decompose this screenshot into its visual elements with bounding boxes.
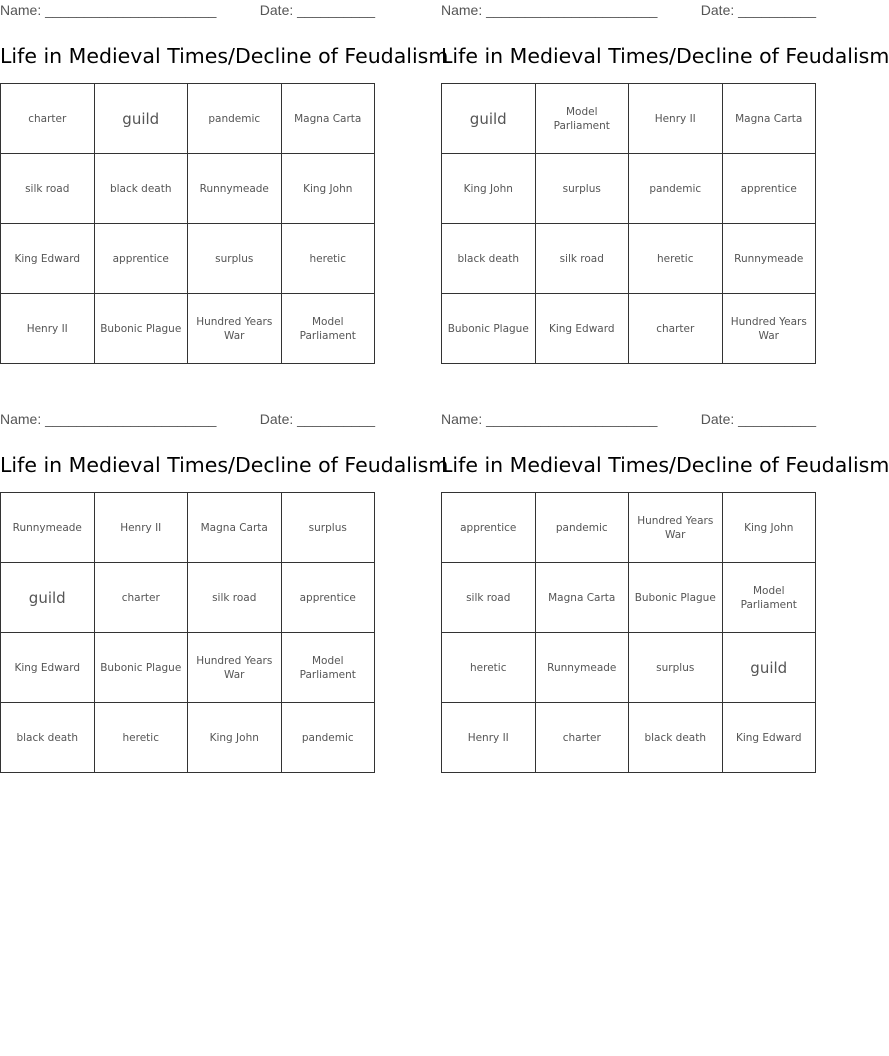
grid-cell[interactable]: Bubonic Plague [94, 294, 188, 364]
grid-cell[interactable]: Henry II [629, 84, 723, 154]
grid-row [442, 563, 816, 633]
bingo-grid [0, 492, 375, 773]
grid-cell[interactable]: surplus [188, 224, 282, 294]
grid-cell[interactable]: heretic [442, 633, 536, 703]
grid-cell[interactable]: charter [535, 703, 629, 773]
grid-cell[interactable]: Runnymeade [535, 633, 629, 703]
name-date-row [0, 0, 375, 22]
grid-cell[interactable]: surplus [629, 633, 723, 703]
grid-cell[interactable]: guild [1, 563, 95, 633]
grid-cell[interactable]: guild [442, 84, 536, 154]
grid-cell[interactable]: pandemic [281, 703, 375, 773]
card-title: Life in Medieval Times/Decline of Feudalism [441, 453, 889, 477]
grid-row [1, 84, 375, 154]
grid-cell[interactable]: Hundred Years War [629, 493, 723, 563]
bingo-card-2 [441, 0, 889, 342]
grid-cell[interactable]: Henry II [442, 703, 536, 773]
grid-cell[interactable]: Model Parliament [281, 294, 375, 364]
bingo-grid [0, 83, 375, 364]
grid-cell[interactable]: surplus [535, 154, 629, 224]
grid-row [1, 294, 375, 364]
bingo-grid [441, 492, 816, 773]
grid-cell[interactable]: charter [629, 294, 723, 364]
grid-row [442, 224, 816, 294]
grid-cell[interactable]: Bubonic Plague [94, 633, 188, 703]
name-field[interactable]: Name: ______________________ [0, 2, 217, 18]
grid-cell[interactable]: black death [629, 703, 723, 773]
grid-cell[interactable]: Bubonic Plague [442, 294, 536, 364]
grid-cell[interactable]: Magna Carta [188, 493, 282, 563]
name-field[interactable]: Name: ______________________ [441, 411, 658, 427]
grid-cell[interactable]: silk road [1, 154, 95, 224]
grid-row [442, 493, 816, 563]
grid-cell[interactable]: pandemic [188, 84, 282, 154]
bingo-card-1 [0, 0, 449, 342]
date-field[interactable]: Date: __________ [700, 411, 816, 427]
grid-cell[interactable]: King Edward [1, 224, 95, 294]
grid-row [1, 493, 375, 563]
grid-cell[interactable]: King John [442, 154, 536, 224]
grid-cell[interactable]: Model Parliament [722, 563, 816, 633]
grid-row [1, 563, 375, 633]
date-field[interactable]: Date: __________ [259, 411, 375, 427]
grid-cell[interactable]: Magna Carta [722, 84, 816, 154]
grid-row [442, 154, 816, 224]
bingo-card-3 [0, 409, 449, 744]
grid-cell[interactable]: charter [94, 563, 188, 633]
grid-row [442, 84, 816, 154]
grid-cell[interactable]: Bubonic Plague [629, 563, 723, 633]
grid-cell[interactable]: apprentice [94, 224, 188, 294]
grid-cell[interactable]: charter [1, 84, 95, 154]
grid-cell[interactable]: Runnymeade [722, 224, 816, 294]
card-title: Life in Medieval Times/Decline of Feudalism [0, 44, 449, 68]
grid-cell[interactable]: Hundred Years War [188, 294, 282, 364]
grid-cell[interactable]: black death [442, 224, 536, 294]
grid-cell[interactable]: silk road [188, 563, 282, 633]
name-date-row [441, 409, 816, 431]
grid-cell[interactable]: heretic [281, 224, 375, 294]
grid-cell[interactable]: Runnymeade [188, 154, 282, 224]
card-title: Life in Medieval Times/Decline of Feudalism [441, 44, 889, 68]
grid-cell[interactable]: Model Parliament [535, 84, 629, 154]
grid-cell[interactable]: Runnymeade [1, 493, 95, 563]
grid-cell[interactable]: King John [722, 493, 816, 563]
date-field[interactable]: Date: __________ [259, 2, 375, 18]
grid-row [1, 633, 375, 703]
name-field[interactable]: Name: ______________________ [0, 411, 217, 427]
grid-row [1, 224, 375, 294]
grid-cell[interactable]: guild [722, 633, 816, 703]
grid-cell[interactable]: apprentice [281, 563, 375, 633]
grid-cell[interactable]: King Edward [535, 294, 629, 364]
grid-cell[interactable]: heretic [629, 224, 723, 294]
bingo-card-4 [441, 409, 889, 744]
grid-cell[interactable]: Henry II [94, 493, 188, 563]
card-title: Life in Medieval Times/Decline of Feudalism [0, 453, 449, 477]
grid-cell[interactable]: Magna Carta [281, 84, 375, 154]
grid-cell[interactable]: surplus [281, 493, 375, 563]
grid-cell[interactable]: King Edward [1, 633, 95, 703]
name-date-row [0, 409, 375, 431]
grid-cell[interactable]: Magna Carta [535, 563, 629, 633]
grid-cell[interactable]: guild [94, 84, 188, 154]
grid-row [442, 294, 816, 364]
grid-cell[interactable]: silk road [535, 224, 629, 294]
grid-cell[interactable]: black death [94, 154, 188, 224]
grid-cell[interactable]: heretic [94, 703, 188, 773]
grid-cell[interactable]: King Edward [722, 703, 816, 773]
grid-cell[interactable]: apprentice [442, 493, 536, 563]
date-field[interactable]: Date: __________ [700, 2, 816, 18]
name-date-row [441, 0, 816, 22]
grid-cell[interactable]: King John [188, 703, 282, 773]
grid-cell[interactable]: Model Parliament [281, 633, 375, 703]
grid-cell[interactable]: silk road [442, 563, 536, 633]
grid-row [442, 633, 816, 703]
grid-row [1, 154, 375, 224]
bingo-grid [441, 83, 816, 364]
grid-cell[interactable]: Henry II [1, 294, 95, 364]
grid-cell[interactable]: black death [1, 703, 95, 773]
grid-row [1, 703, 375, 773]
grid-cell[interactable]: King John [281, 154, 375, 224]
name-field[interactable]: Name: ______________________ [441, 2, 658, 18]
grid-cell[interactable]: pandemic [629, 154, 723, 224]
grid-cell[interactable]: apprentice [722, 154, 816, 224]
grid-row [442, 703, 816, 773]
grid-cell[interactable]: Hundred Years War [722, 294, 816, 364]
grid-cell[interactable]: Hundred Years War [188, 633, 282, 703]
grid-cell[interactable]: pandemic [535, 493, 629, 563]
